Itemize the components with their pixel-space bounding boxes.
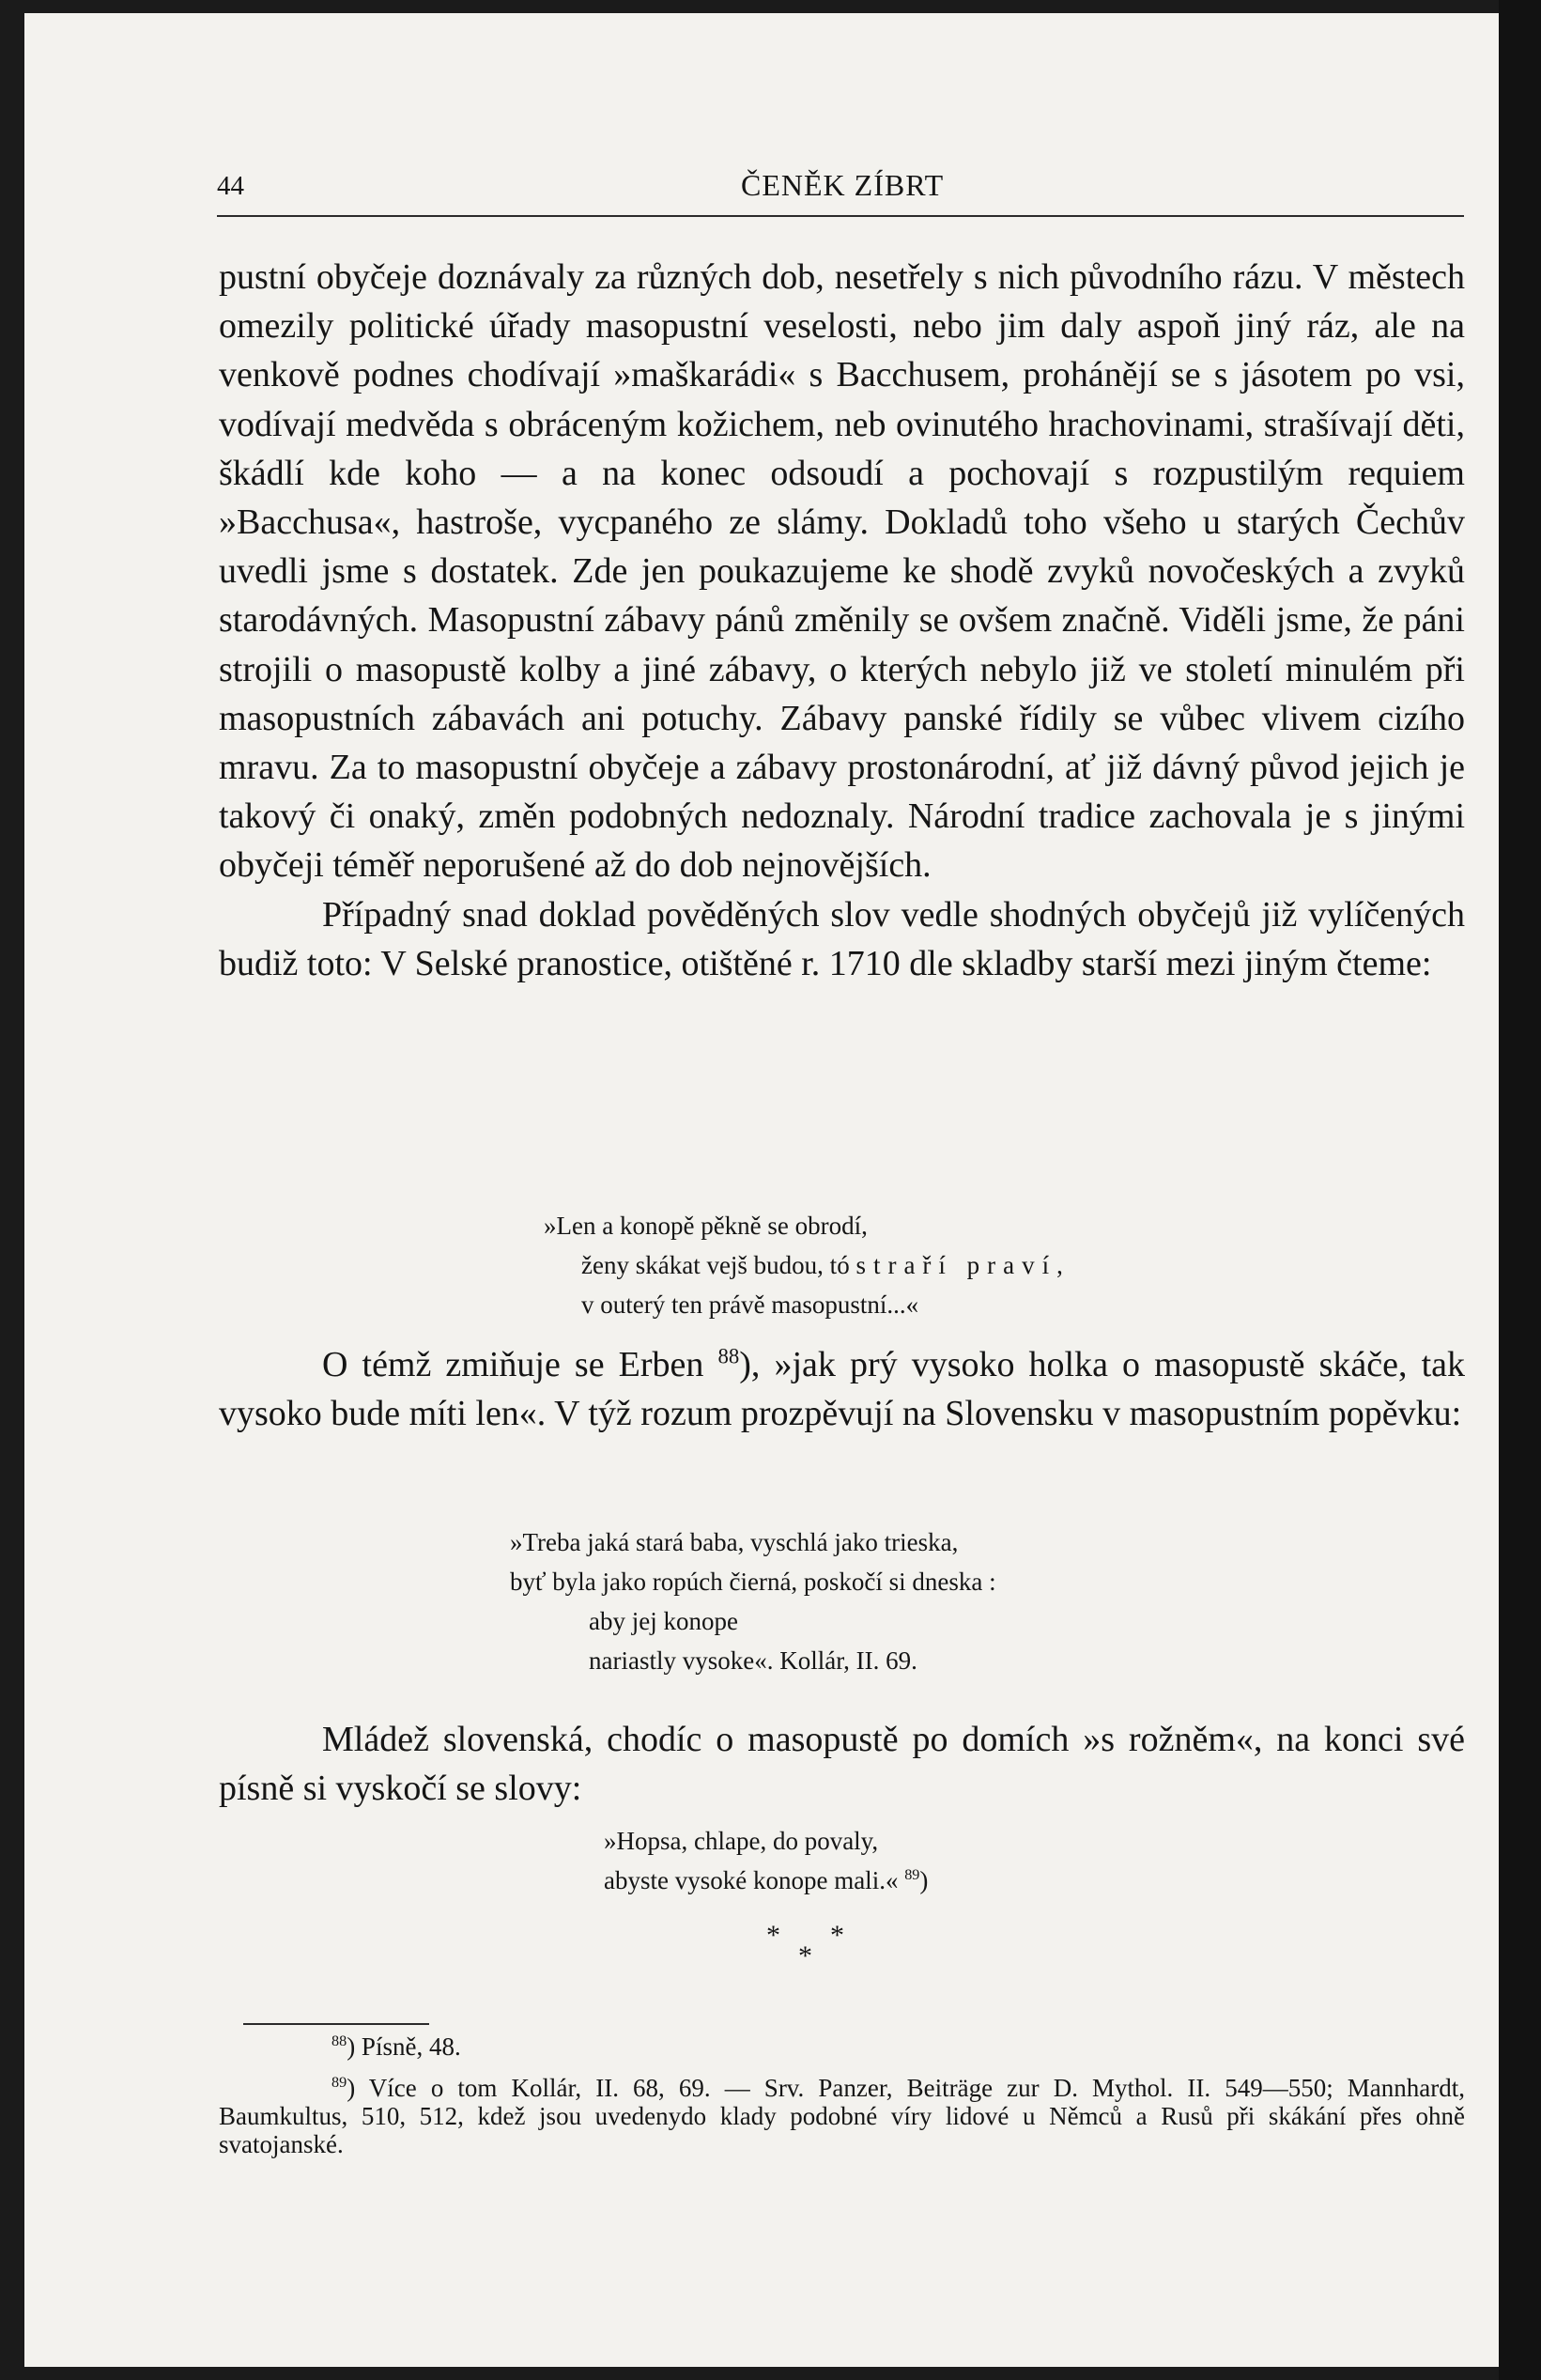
page: [24, 13, 1499, 2367]
verse-quote-hopsa: [604, 1821, 928, 1900]
footnote-89: $^{89}$) Více o tom Kollár, II. 68, 69. — Srv. Panzer, Beiträge zur D. Mythol. II. 549—550; Mannhardt, Baumkultus, 510, 512, kdež jsou uvedenydo klady podobné víry lidové u Němců a Rusů při skákání přes ohně svatojanské.: [219, 2074, 1465, 2158]
verse-line: nariastly vysoke«. Kollár, II. 69.: [589, 1646, 917, 1675]
verse-quote-pranostika: [544, 1206, 1071, 1324]
paragraph-erben: O témž zmiňuje se Erben $^{88}$), »jak prý vysoko holka o masopustě skáče, tak vysoko bude míti len«. V týž rozum prozpěvují na Slovensku v masopustním popěvku:: [219, 1344, 1465, 1434]
verse-spaced-text: straří praví,: [855, 1251, 1071, 1279]
paragraph-mladez: Mládež slovenská, chodíc o masopustě po domích »s rožněm«, na konci své písně si vyskočí se slovy:: [219, 1720, 1465, 1809]
body-text-block-1: [219, 253, 1465, 988]
running-title: ČENĚK ZÍBRT: [741, 168, 945, 202]
paragraph-selska-pranostika: Případný snad doklad pověděných slov vedle shodných obyčejů již vylíčených budiž toto: V Selské pranostice, otištěné r. 1710 dle skladby starší mezi jiným čteme:: [219, 894, 1465, 983]
footnote-number: 88: [331, 2032, 347, 2049]
scanned-page: [24, 13, 1499, 2367]
paragraph-continued: pustní obyčeje doznávaly za různých dob, nesetřely s nich původního rázu. V městech omezily politické úřady masopustní veselosti, nebo jim daly aspoň jiný ráz, ale na venkově podnes chodívají »maškarádi« s Bacchusem, prohánějí se s jásotem po vsi, vodívají medvěda s obráceným kožichem, neb ovinutého hrachovinami, strašívají děti, škádlí kde koho — a na konec odsoudí a pochovají s rozpustilým requiem »Bacchusa«, hastroše, vycpaného ze slámy. Dokladů toho všeho u starých Čechův uvedli jsme s dostatek. Zde jen poukazujeme ke shodě zvyků novočeských a zvyků starodávných. Masopustní zábavy pánů změnily se ovšem značně. Viděli jsme, že páni strojili o masopustě kolby a jiné zábavy, o kterých nebylo již ve století minulém při masopustních zábavách ani potuchy. Zábavy panské řídily se vůbec vlivem cizího mravu. Za to masopustní obyčeje a zábavy prostonárodní, ať již dávný původ jejich je takový či onaký, změn podobných nedoznaly. Národní tradice zachovala je s jinými obyčeji téměř neporušené až do dob nejnovějších.: [219, 257, 1465, 886]
verse-quote-slovak: [510, 1522, 996, 1680]
footnotes: [219, 2032, 1465, 2158]
verse-line: v outerý ten právě masopustní...«: [581, 1290, 919, 1319]
page-number: 44: [217, 171, 244, 201]
asterisk: *: [830, 1920, 844, 1951]
asterisk: *: [798, 1940, 812, 1971]
verse-line: »Len a konopě pěkně se obrodí,: [544, 1212, 868, 1240]
scan-border: [1499, 0, 1541, 2380]
verse-line: abyste vysoké konope mali.« $^{89}$): [604, 1866, 929, 1894]
footnote-ref-88[interactable]: 88: [717, 1344, 740, 1368]
verse-line: byť byla jako ropúch čierná, poskočí si dneska :: [510, 1568, 996, 1596]
footnote-88: $^{88}$) Písně, 48.: [331, 2032, 461, 2061]
footnote-ref-89[interactable]: 89: [904, 1866, 920, 1883]
footnote-rule: [243, 2023, 429, 2025]
asterisk: *: [766, 1920, 780, 1951]
header-rule: [217, 215, 1464, 217]
verse-line: aby jej konope: [589, 1607, 738, 1635]
verse-line: »Treba jaká stará baba, vyschlá jako trieska,: [510, 1528, 959, 1556]
verse-line: »Hopsa, chlape, do povaly,: [604, 1827, 879, 1855]
asterism: [766, 1920, 879, 1986]
running-head: [217, 163, 1466, 220]
verse-line: ženy skákat vejš budou, tó straří praví,: [581, 1251, 1071, 1279]
footnote-number: 89: [331, 2074, 347, 2091]
